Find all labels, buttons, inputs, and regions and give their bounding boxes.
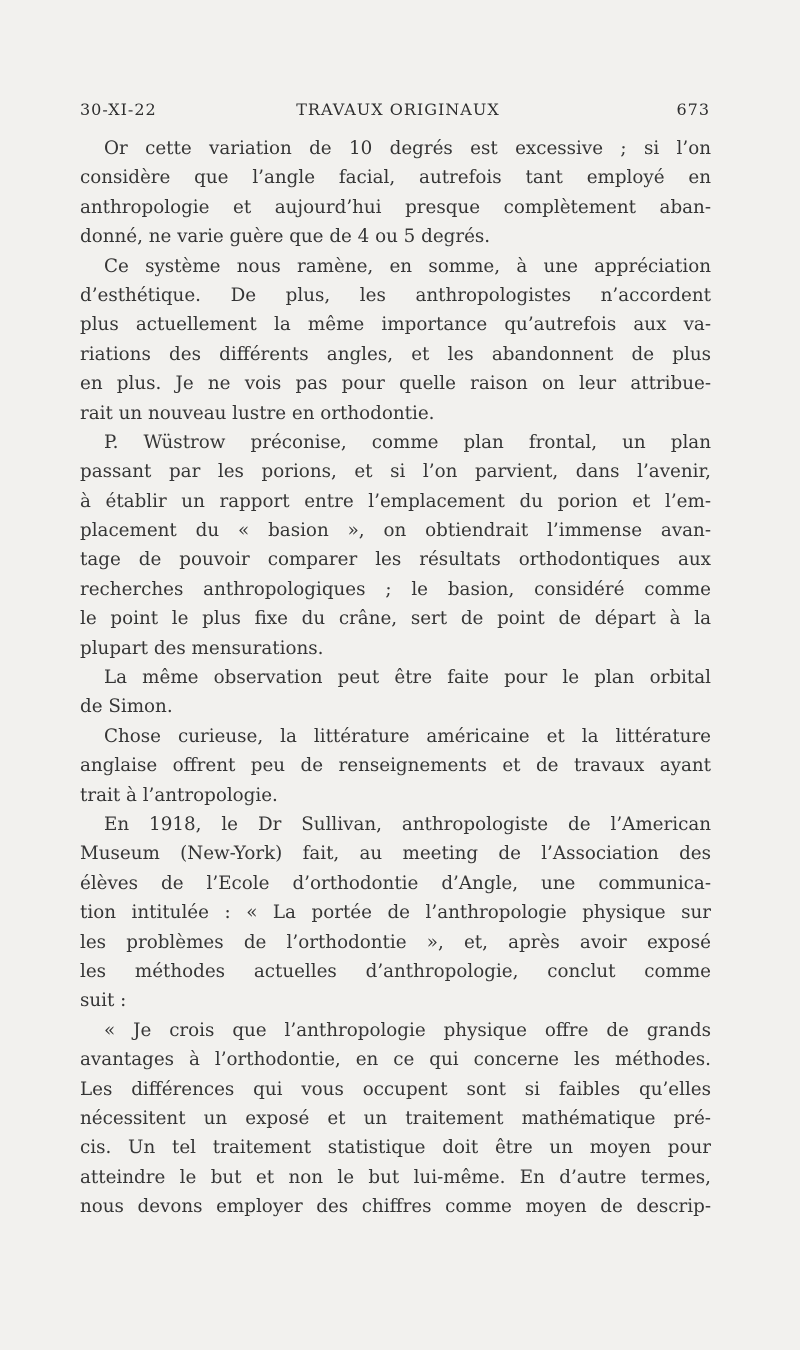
- text-line: tion intitulée : « La portée de l’anthropologie physique sur: [80, 902, 711, 924]
- text-line: à établir un rapport entre l’emplacement du porion et l’em-: [80, 490, 711, 512]
- header-section-title: TRAVAUX ORIGINAUX: [296, 100, 500, 119]
- text-line: élèves de l’Ecole d’orthodontie d’Angle, une communica-: [80, 872, 711, 894]
- text-line: rait un nouveau lustre en orthodontie.: [80, 402, 435, 424]
- text-line: donné, ne varie guère que de 4 ou 5 degrés.: [80, 226, 491, 248]
- text-line: nous devons employer des chiffres comme moyen de descrip-: [80, 1196, 711, 1218]
- text-line: placement du « basion », on obtiendrait l’immense avan-: [80, 520, 711, 542]
- running-head: [80, 100, 710, 124]
- text-line: le point le plus fixe du crâne, sert de point de départ à la: [80, 608, 711, 630]
- text-line: considère que l’angle facial, autrefois tant employé en: [80, 167, 711, 189]
- text-line: avantages à l’orthodontie, en ce qui concerne les méthodes.: [80, 1049, 711, 1071]
- text-line: tage de pouvoir comparer les résultats orthodontiques aux: [80, 549, 711, 571]
- text-line: La même observation peut être faite pour le plan orbital: [104, 667, 711, 689]
- text-line: en plus. Je ne vois pas pour quelle raison on leur attribue-: [80, 373, 711, 395]
- text-line: les méthodes actuelles d’anthropologie, conclut comme: [80, 960, 711, 982]
- text-line: anthropologie et aujourd’hui presque complètement aban-: [80, 196, 711, 218]
- text-line: cis. Un tel traitement statistique doit être un moyen pour: [80, 1137, 711, 1159]
- text-line: En 1918, le Dr Sullivan, anthropologiste de l’American: [104, 813, 711, 835]
- text-line: passant par les porions, et si l’on parvient, dans l’avenir,: [80, 461, 711, 483]
- text-line: nécessitent un exposé et un traitement mathématique pré-: [80, 1107, 711, 1129]
- body-text: [80, 134, 711, 1221]
- text-line: plupart des mensurations.: [80, 637, 324, 659]
- text-line: recherches anthropologiques ; le basion, considéré comme: [80, 578, 711, 600]
- text-line: plus actuellement la même importance qu’autrefois aux va-: [80, 314, 711, 336]
- page-number: 673: [676, 100, 710, 119]
- text-line: Or cette variation de 10 degrés est excessive ; si l’on: [104, 138, 711, 159]
- text-line: suit :: [80, 990, 127, 1012]
- header-date: 30-XI-22: [80, 100, 157, 119]
- text-line: les problèmes de l’orthodontie », et, après avoir exposé: [80, 931, 711, 953]
- text-line: atteindre le but et non le but lui-même. En d’autre termes,: [80, 1166, 711, 1188]
- text-line: d’esthétique. De plus, les anthropologistes n’accordent: [80, 284, 711, 306]
- text-line: trait à l’antropologie.: [80, 784, 278, 806]
- text-line: Museum (New-York) fait, au meeting de l’Association des: [80, 843, 711, 865]
- text-line: anglaise offrent peu de renseignements et de travaux ayant: [80, 755, 711, 777]
- text-line: Ce système nous ramène, en somme, à une appréciation: [104, 255, 711, 277]
- text-line: P. Wüstrow préconise, comme plan frontal, un plan: [104, 431, 711, 453]
- text-line: Chose curieuse, la littérature américaine et la littérature: [104, 725, 711, 747]
- text-line: « Je crois que l’anthropologie physique offre de grands: [104, 1019, 711, 1041]
- text-line: de Simon.: [80, 696, 173, 718]
- text-line: riations des différents angles, et les abandonnent de plus: [80, 343, 711, 365]
- text-line: Les différences qui vous occupent sont si faibles qu’elles: [80, 1078, 711, 1100]
